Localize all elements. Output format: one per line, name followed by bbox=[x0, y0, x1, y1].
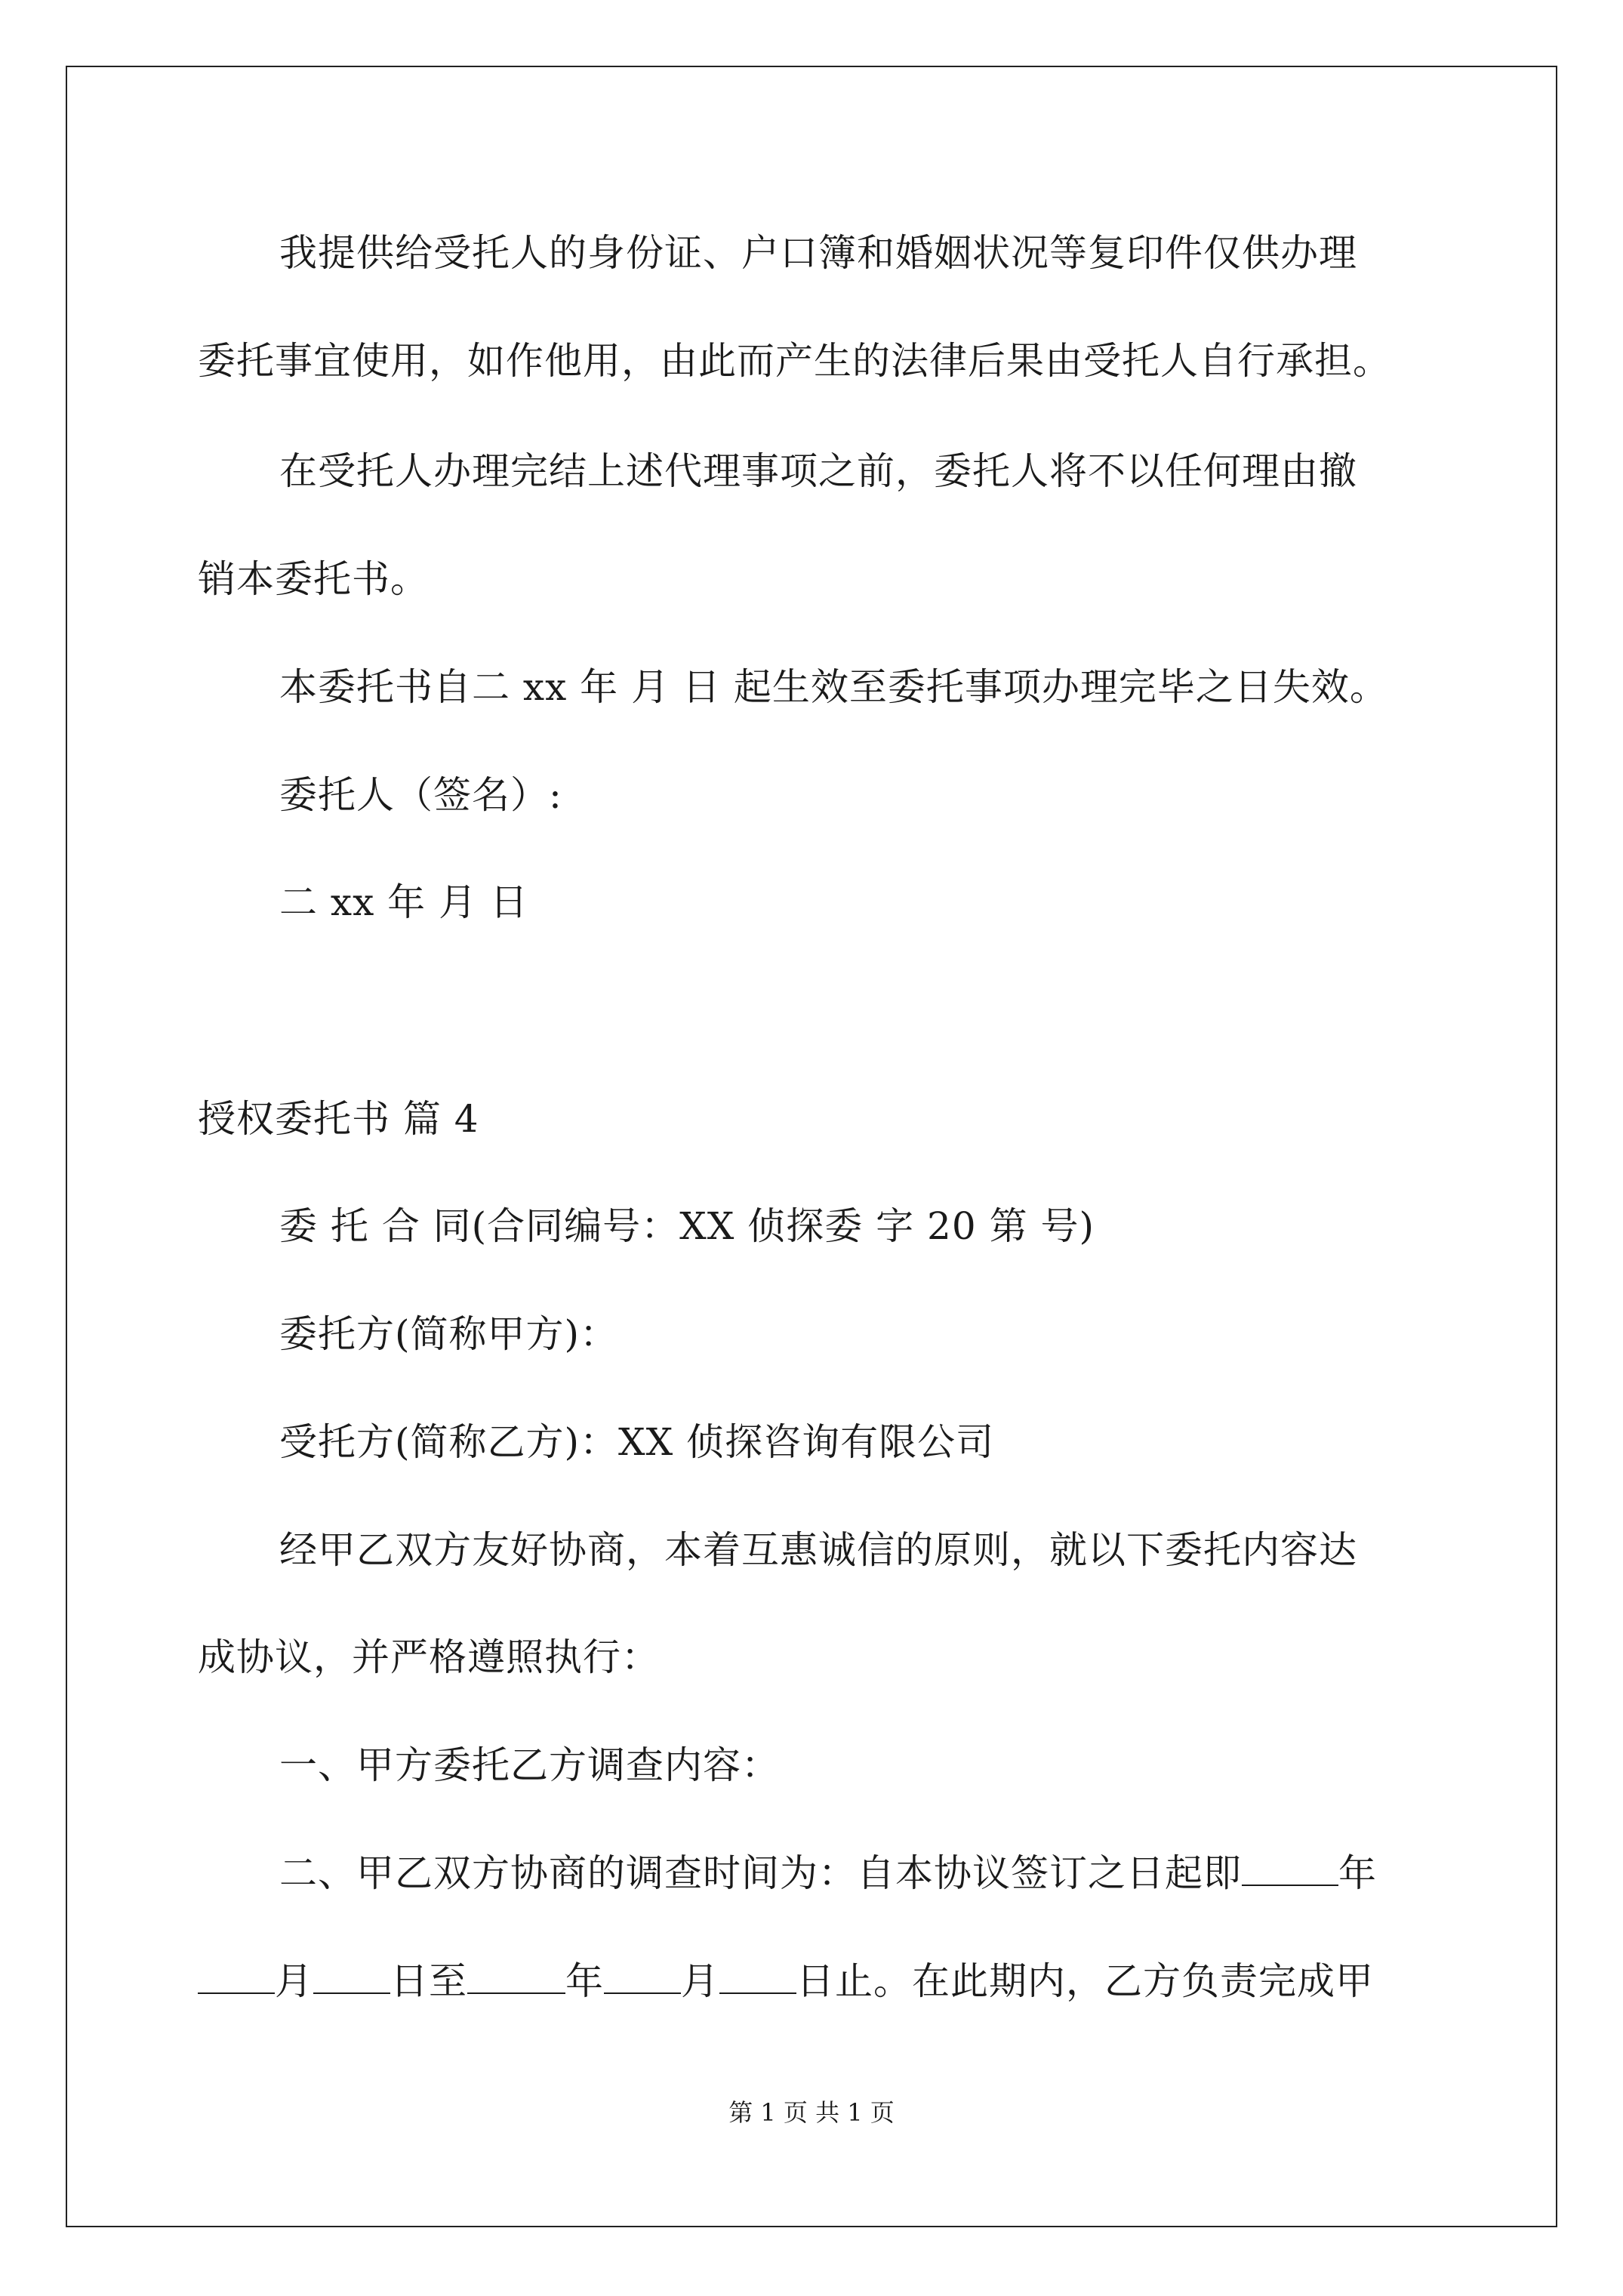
blank-field bbox=[313, 1959, 390, 1994]
paragraph-line: 销本委托书。 bbox=[198, 557, 429, 601]
item-2-rest: 日止。在此期内，乙方负责完成甲 bbox=[796, 1959, 1374, 2003]
item-2-text: 二、甲乙双方协商的调查时间为：自本协议签订之日起即 bbox=[279, 1851, 1242, 1895]
day-to-label: 日至 bbox=[390, 1959, 467, 2003]
blank-field bbox=[467, 1959, 565, 1994]
item-2-line-1 bbox=[279, 1851, 1377, 1896]
month-label: 月 bbox=[681, 1959, 719, 2003]
section-heading: 授权委托书 篇 4 bbox=[198, 1097, 479, 1141]
year-label: 年 bbox=[565, 1959, 604, 2003]
item-2-line-2 bbox=[198, 1959, 1374, 2004]
paragraph-line: 委托事宜使用，如作他用，由此而产生的法律后果由受托人自行承担。 bbox=[198, 339, 1391, 383]
date-line: 二 xx 年 月 日 bbox=[279, 880, 528, 924]
blank-field bbox=[719, 1959, 796, 1994]
contract-title: 委 托 合 同(合同编号：XX 侦探委 字 20 第 号) bbox=[279, 1204, 1095, 1248]
paragraph-line: 我提供给受托人的身份证、户口簿和婚姻状况等复印件仅供办理 bbox=[279, 231, 1357, 275]
paragraph-line: 在受托人办理完结上述代理事项之前，委托人将不以任何理由撤 bbox=[279, 449, 1357, 493]
blank-field bbox=[198, 1959, 275, 1994]
blank-field bbox=[604, 1959, 681, 1994]
item-1: 一、甲方委托乙方调查内容： bbox=[279, 1743, 780, 1787]
month-label: 月 bbox=[275, 1959, 313, 2003]
paragraph-line: 成协议，并严格遵照执行： bbox=[198, 1635, 660, 1679]
party-a-line: 委托方(简称甲方)： bbox=[279, 1312, 619, 1356]
item-2-year-label: 年 bbox=[1338, 1851, 1377, 1895]
paragraph-line: 经甲乙双方友好协商，本着互惠诚信的原则，就以下委托内容达 bbox=[279, 1528, 1357, 1572]
signer-line: 委托人（签名）: bbox=[279, 773, 562, 817]
page-footer: 第 1 页 共 1 页 bbox=[728, 2098, 895, 2127]
party-b-line: 受托方(简称乙方)：XX 侦探咨询有限公司 bbox=[279, 1420, 995, 1464]
paragraph-line: 本委托书自二 xx 年 月 日 起生效至委托事项办理完毕之日失效。 bbox=[279, 665, 1388, 709]
page-frame bbox=[66, 66, 1557, 2227]
blank-field bbox=[1242, 1851, 1338, 1886]
